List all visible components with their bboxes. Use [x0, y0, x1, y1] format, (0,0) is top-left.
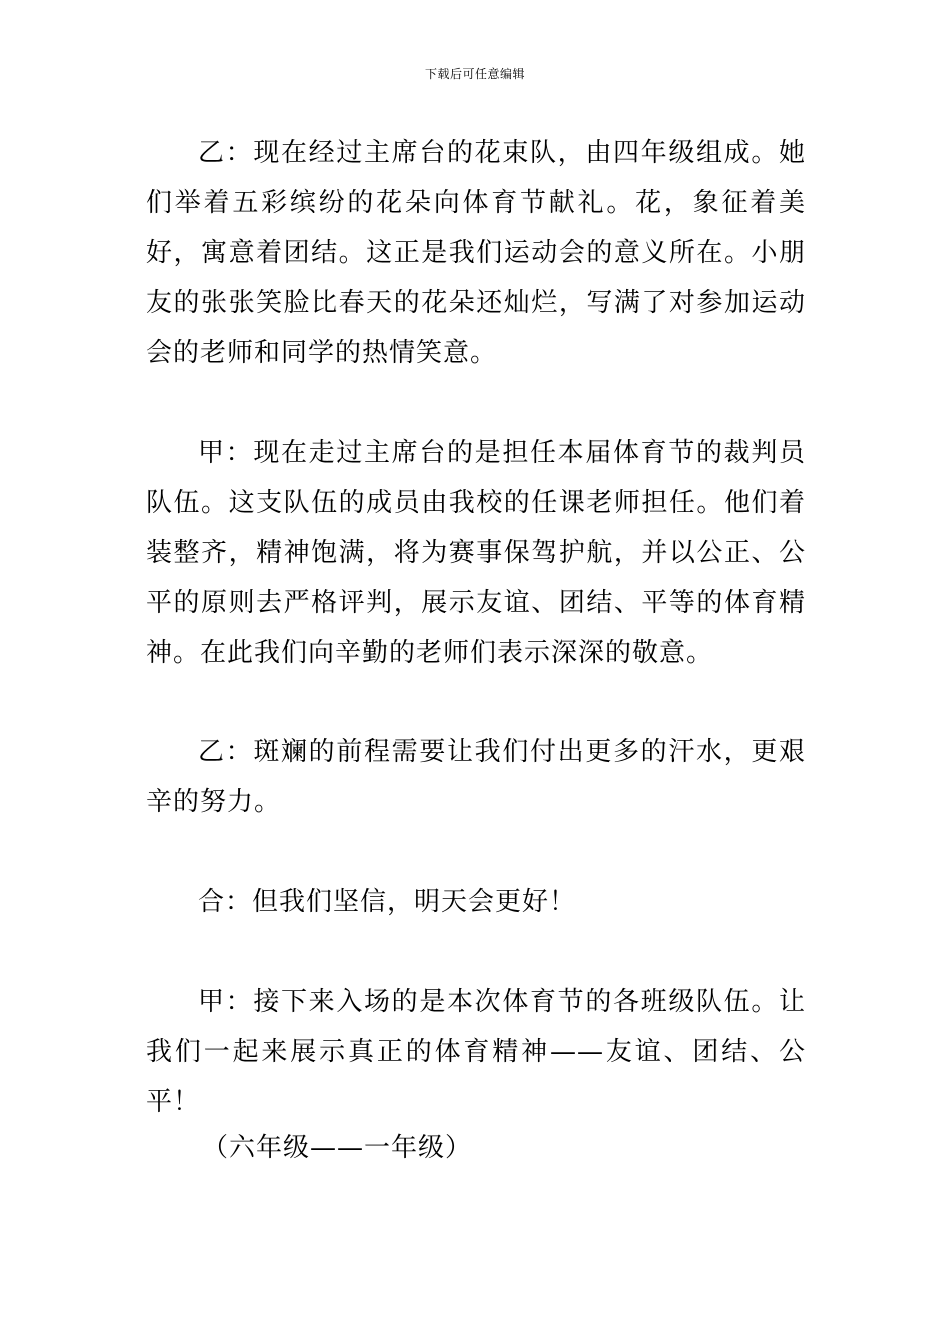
paragraph-referee-team: 甲：现在走过主席台的是担任本届体育节的裁判员队伍。这支队伍的成员由我校的任课老师担任。他们着装整齐，精神饱满，将为赛事保驾护航，并以公正、公平的原则去严格评判，展示友谊、团结、平等的体育精神。在此我们向辛勤的老师们表示深深的敬意。	[146, 438, 806, 668]
paragraph-together: 合：但我们坚信，明天会更好！	[198, 887, 577, 917]
paragraph-bright-future: 乙：斑斓的前程需要让我们付出更多的汗水，更艰辛的努力。	[146, 737, 806, 817]
paragraph-class-teams: 甲：接下来入场的是本次体育节的各班级队伍。让我们一起来展示真正的体育精神——友谊、团结、公平！	[146, 987, 806, 1117]
paragraph-grade-order: （六年级——一年级）	[202, 1133, 473, 1163]
paragraph-flower-team: 乙：现在经过主席台的花束队，由四年级组成。她们举着五彩缤纷的花朵向体育节献礼。花，象征着美好，寓意着团结。这正是我们运动会的意义所在。小朋友的张张笑脸比春天的花朵还灿烂，写满了对参加运动会的老师和同学的热情笑意。	[146, 138, 806, 368]
page-header: 下载后可任意编辑	[424, 67, 525, 81]
